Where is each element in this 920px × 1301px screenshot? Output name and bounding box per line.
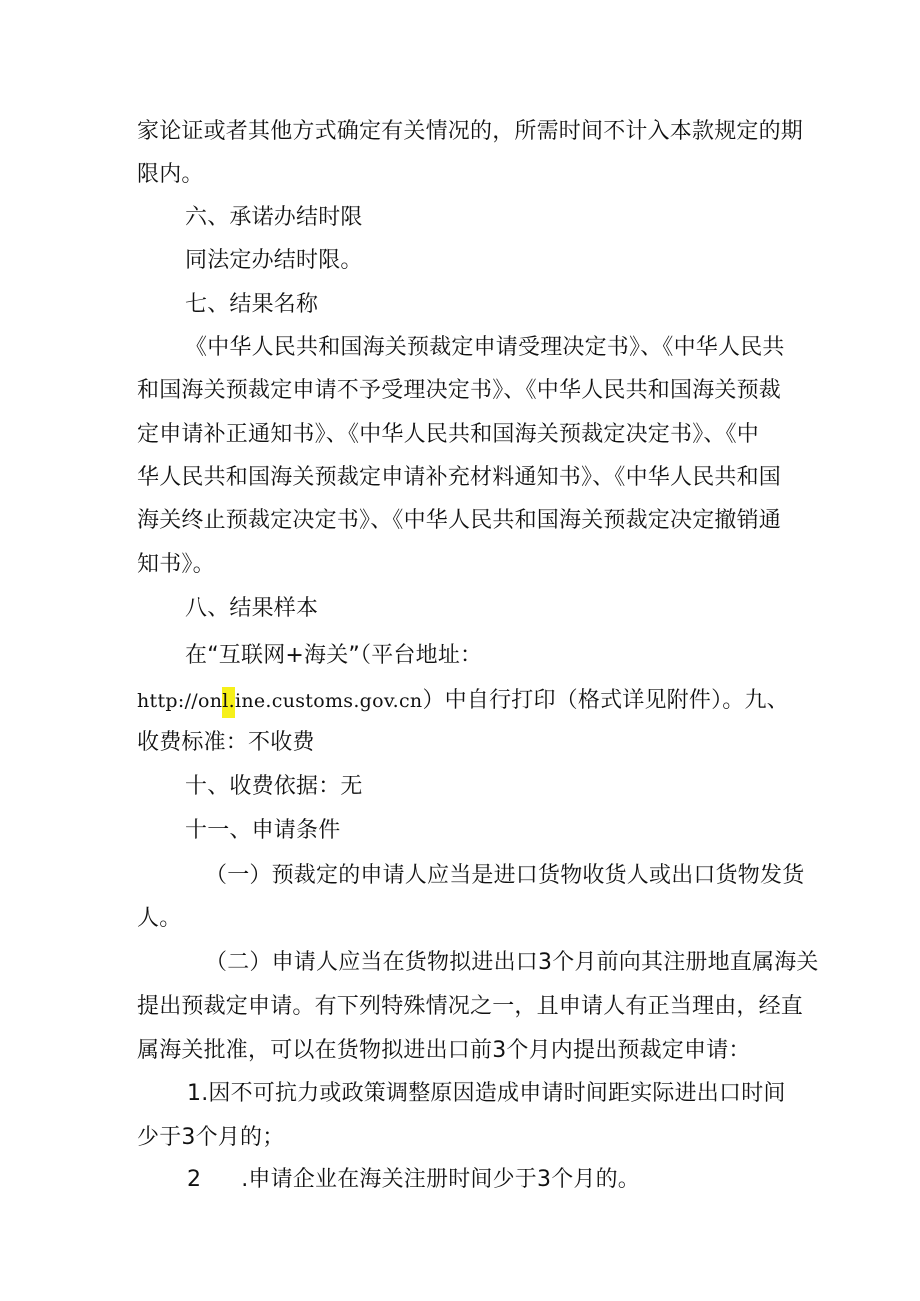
paragraph-line: 《中华人民共和国海关预裁定申请受理决定书》、《中华人民共 [185,335,785,360]
paragraph-line: 在“互联网+海关”（平台地址： [185,643,483,668]
paragraph-line: 知书》。 [137,552,215,577]
section-heading: 六、承诺办结时限 [185,205,363,230]
url-prefix: http://on [137,690,223,712]
paragraph-line: （一）预裁定的申请人应当是进口货物收货人或出口货物发货 [205,863,805,888]
section-heading: 八、结果样本 [185,596,319,621]
paragraph-line: 人。 [137,906,182,931]
url-highlight: l. [222,687,235,718]
paragraph-line: 定申请补正通知书》、《中华人民共和国海关预裁定决定书》、《中 [137,422,760,447]
paragraph-line: 收费标准：不收费 [137,730,315,755]
list-item: 1.因不可抗力或政策调整原因造成申请时间距实际进出口时间 [187,1081,786,1106]
section-heading: 七、结果名称 [185,292,319,317]
list-number: 2 [187,1167,202,1192]
url-suffix: ine.customs.gov.cn [234,690,423,712]
paragraph-line: 华人民共和国海关预裁定申请补充材料通知书》、《中华人民共和国 [137,465,782,490]
paragraph-line: 海关终止预裁定决定书》、《中华人民共和国海关预裁定决定撤销通 [137,508,782,533]
paragraph-line: 少于3个月的； [137,1125,285,1150]
url-line [137,685,797,717]
paragraph-line: 属海关批准，可以在货物拟进出口前3个月内提出预裁定申请： [137,1038,751,1063]
section-heading: 十、收费依据：无 [185,774,363,799]
list-item [187,1164,847,1196]
section-heading: 十一、申请条件 [185,818,341,843]
paragraph-line: 家论证或者其他方式确定有关情况的，所需时间不计入本款规定的期 [137,119,804,144]
paragraph-line: 限内。 [137,162,204,187]
paragraph-line: 提出预裁定申请。有下列特殊情况之一，且申请人有正当理由，经直 [137,994,804,1019]
paragraph-line: 和国海关预裁定申请不予受理决定书》、《中华人民共和国海关预裁 [137,378,782,403]
url-rest: ）中自行打印（格式详见附件）。九、 [422,688,789,713]
paragraph-line: （二）申请人应当在货物拟进出口3个月前向其注册地直属海关 [205,950,819,975]
list-text: .申请企业在海关注册时间少于3个月的。 [241,1167,640,1192]
paragraph-line: 同法定办结时限。 [185,248,363,273]
